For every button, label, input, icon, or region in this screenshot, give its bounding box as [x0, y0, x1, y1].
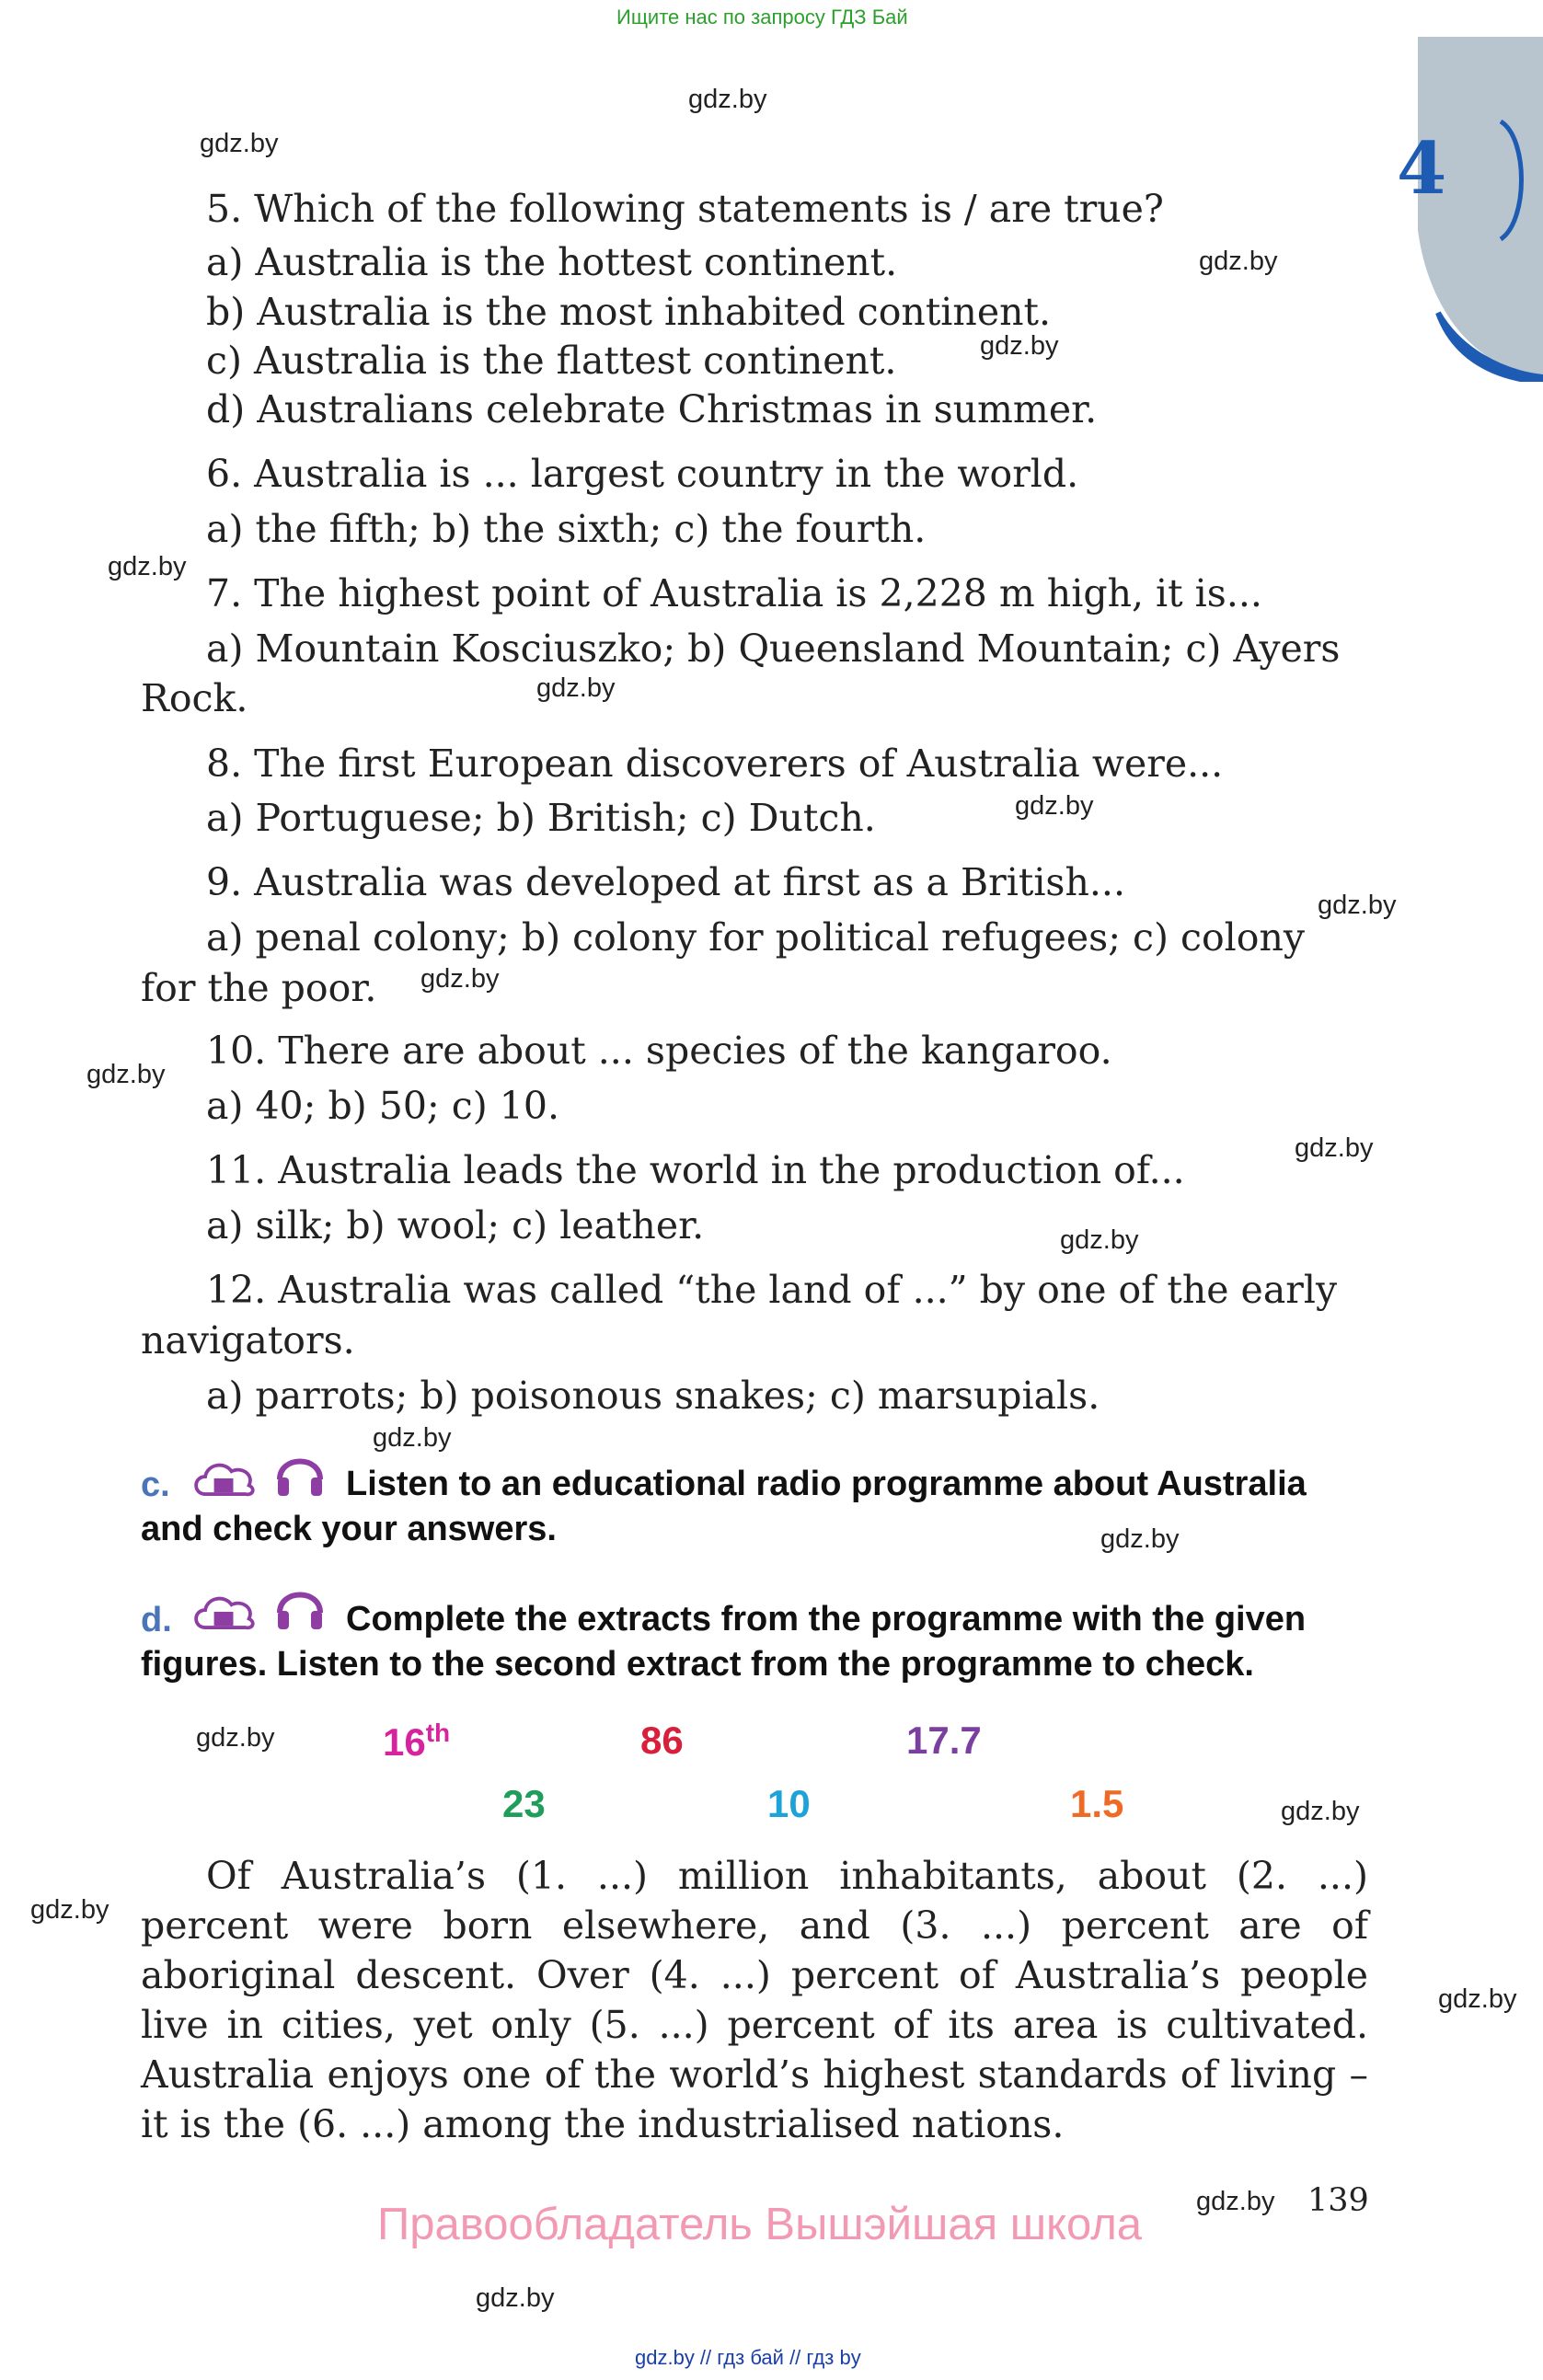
- cloud-download-icon[interactable]: [190, 1589, 259, 1633]
- question-7-stem: 7. The highest point of Australia is 2,228 m high, it is...: [206, 571, 1262, 615]
- question-6-options: a) the fifth; b) the sixth; c) the fourth.: [206, 507, 927, 551]
- figure-86: 86: [640, 1719, 684, 1762]
- watermark: gdz.by: [1100, 1524, 1180, 1554]
- question-9-options-line1: a) penal colony; b) colony for political refugees; c) colony: [206, 915, 1306, 960]
- watermark: gdz.by: [86, 1060, 166, 1089]
- task-c-line1: Listen to an educational radio programme about Australia: [346, 1465, 1307, 1503]
- question-5-option-d: d) Australians celebrate Christmas in summer.: [206, 387, 1098, 431]
- watermark: gdz.by: [980, 331, 1059, 361]
- task-d-letter: d.: [141, 1601, 172, 1639]
- question-5-option-c: c) Australia is the flattest continent.: [206, 339, 897, 383]
- bottom-note: gdz.by // гдз бай // гдз by: [635, 2346, 861, 2369]
- question-8-stem: 8. The first European discoverers of Australia were...: [206, 742, 1224, 786]
- task-c-letter: c.: [141, 1466, 170, 1504]
- watermark: gdz.by: [420, 964, 500, 994]
- figure-16th-suffix: th: [425, 1719, 451, 1747]
- question-5-option-a: a) Australia is the hottest continent.: [206, 240, 898, 284]
- question-9-stem: 9. Australia was developed at first as a British...: [206, 860, 1125, 904]
- watermark: gdz.by: [1196, 2187, 1275, 2216]
- watermark: gdz.by: [200, 129, 279, 158]
- question-8-options: a) Portuguese; b) British; c) Dutch.: [206, 796, 876, 840]
- watermark: gdz.by: [1199, 247, 1278, 276]
- question-11-stem: 11. Australia leads the world in the production of...: [206, 1148, 1185, 1192]
- headphones-icon[interactable]: [272, 1446, 328, 1501]
- watermark: gdz.by: [1015, 791, 1094, 821]
- question-12-stem-line1: 12. Australia was called “the land of ...” by one of the early: [206, 1268, 1338, 1312]
- figure-23: 23: [502, 1782, 546, 1825]
- figure-10: 10: [767, 1782, 811, 1825]
- watermark: gdz.by: [1060, 1225, 1139, 1255]
- task-d-line1: Complete the extracts from the programme with the given: [346, 1600, 1307, 1638]
- headphones-icon[interactable]: [272, 1580, 328, 1635]
- watermark: gdz.by: [108, 552, 187, 581]
- watermark: gdz.by: [30, 1895, 109, 1925]
- question-7-options-line1: a) Mountain Kosciuszko; b) Queensland Mountain; c) Ayers: [206, 627, 1341, 671]
- task-d-line2: figures. Listen to the second extract from the programme to check.: [141, 1645, 1254, 1684]
- figure-1-5: 1.5: [1070, 1782, 1124, 1825]
- figure-17-7: 17.7: [906, 1719, 982, 1762]
- watermark: gdz.by: [536, 673, 616, 703]
- watermark: gdz.by: [373, 1423, 452, 1453]
- question-5-stem: 5. Which of the following statements is / are true?: [206, 187, 1164, 231]
- cloud-download-icon[interactable]: [190, 1455, 259, 1500]
- figure-16th: [383, 1719, 450, 1765]
- question-5-option-b: b) Australia is the most inhabited continent.: [206, 290, 1051, 334]
- task-c-line2: and check your answers.: [141, 1510, 557, 1548]
- figure-16th-number: 16: [383, 1720, 426, 1764]
- watermark: gdz.by: [476, 2283, 555, 2313]
- watermark: gdz.by: [196, 1723, 275, 1753]
- extract-paragraph: Of Australia’s (1. ...) million inhabitants, about (2. ...) percent were born elsewhere, and (3. ...) percent are of aboriginal descent. Over (4. ...) percent of Australia’s people live in cities, yet only (5. ...) percent of its area is cultivated. Australia enjoys one of the world’s highest standards of living – it is the (6. ...) among the industrialised nations.: [141, 1854, 1368, 2146]
- question-9-options-line2: for the poor.: [141, 966, 377, 1010]
- watermark: gdz.by: [1318, 891, 1397, 920]
- watermark: gdz.by: [688, 85, 767, 114]
- watermark: gdz.by: [1438, 1984, 1517, 2014]
- chapter-number: 4: [1397, 127, 1447, 211]
- watermark: gdz.by: [1281, 1797, 1360, 1826]
- copyright-notice: Правообладатель Вышэйшая школа: [377, 2200, 1143, 2249]
- question-6-stem: 6. Australia is ... largest country in the world.: [206, 452, 1079, 496]
- question-10-stem: 10. There are about ... species of the kangaroo.: [206, 1029, 1112, 1073]
- question-7-options-line2: Rock.: [141, 676, 248, 720]
- question-11-options: a) silk; b) wool; c) leather.: [206, 1203, 705, 1247]
- watermark: gdz.by: [1295, 1133, 1374, 1163]
- question-12-stem-line2: navigators.: [141, 1318, 355, 1362]
- page-number: 139: [1307, 2182, 1369, 2219]
- question-10-options: a) 40; b) 50; c) 10.: [206, 1084, 559, 1128]
- top-note: Ищите нас по запросу ГДЗ Бай: [616, 6, 908, 29]
- question-12-options: a) parrots; b) poisonous snakes; c) marsupials.: [206, 1374, 1100, 1418]
